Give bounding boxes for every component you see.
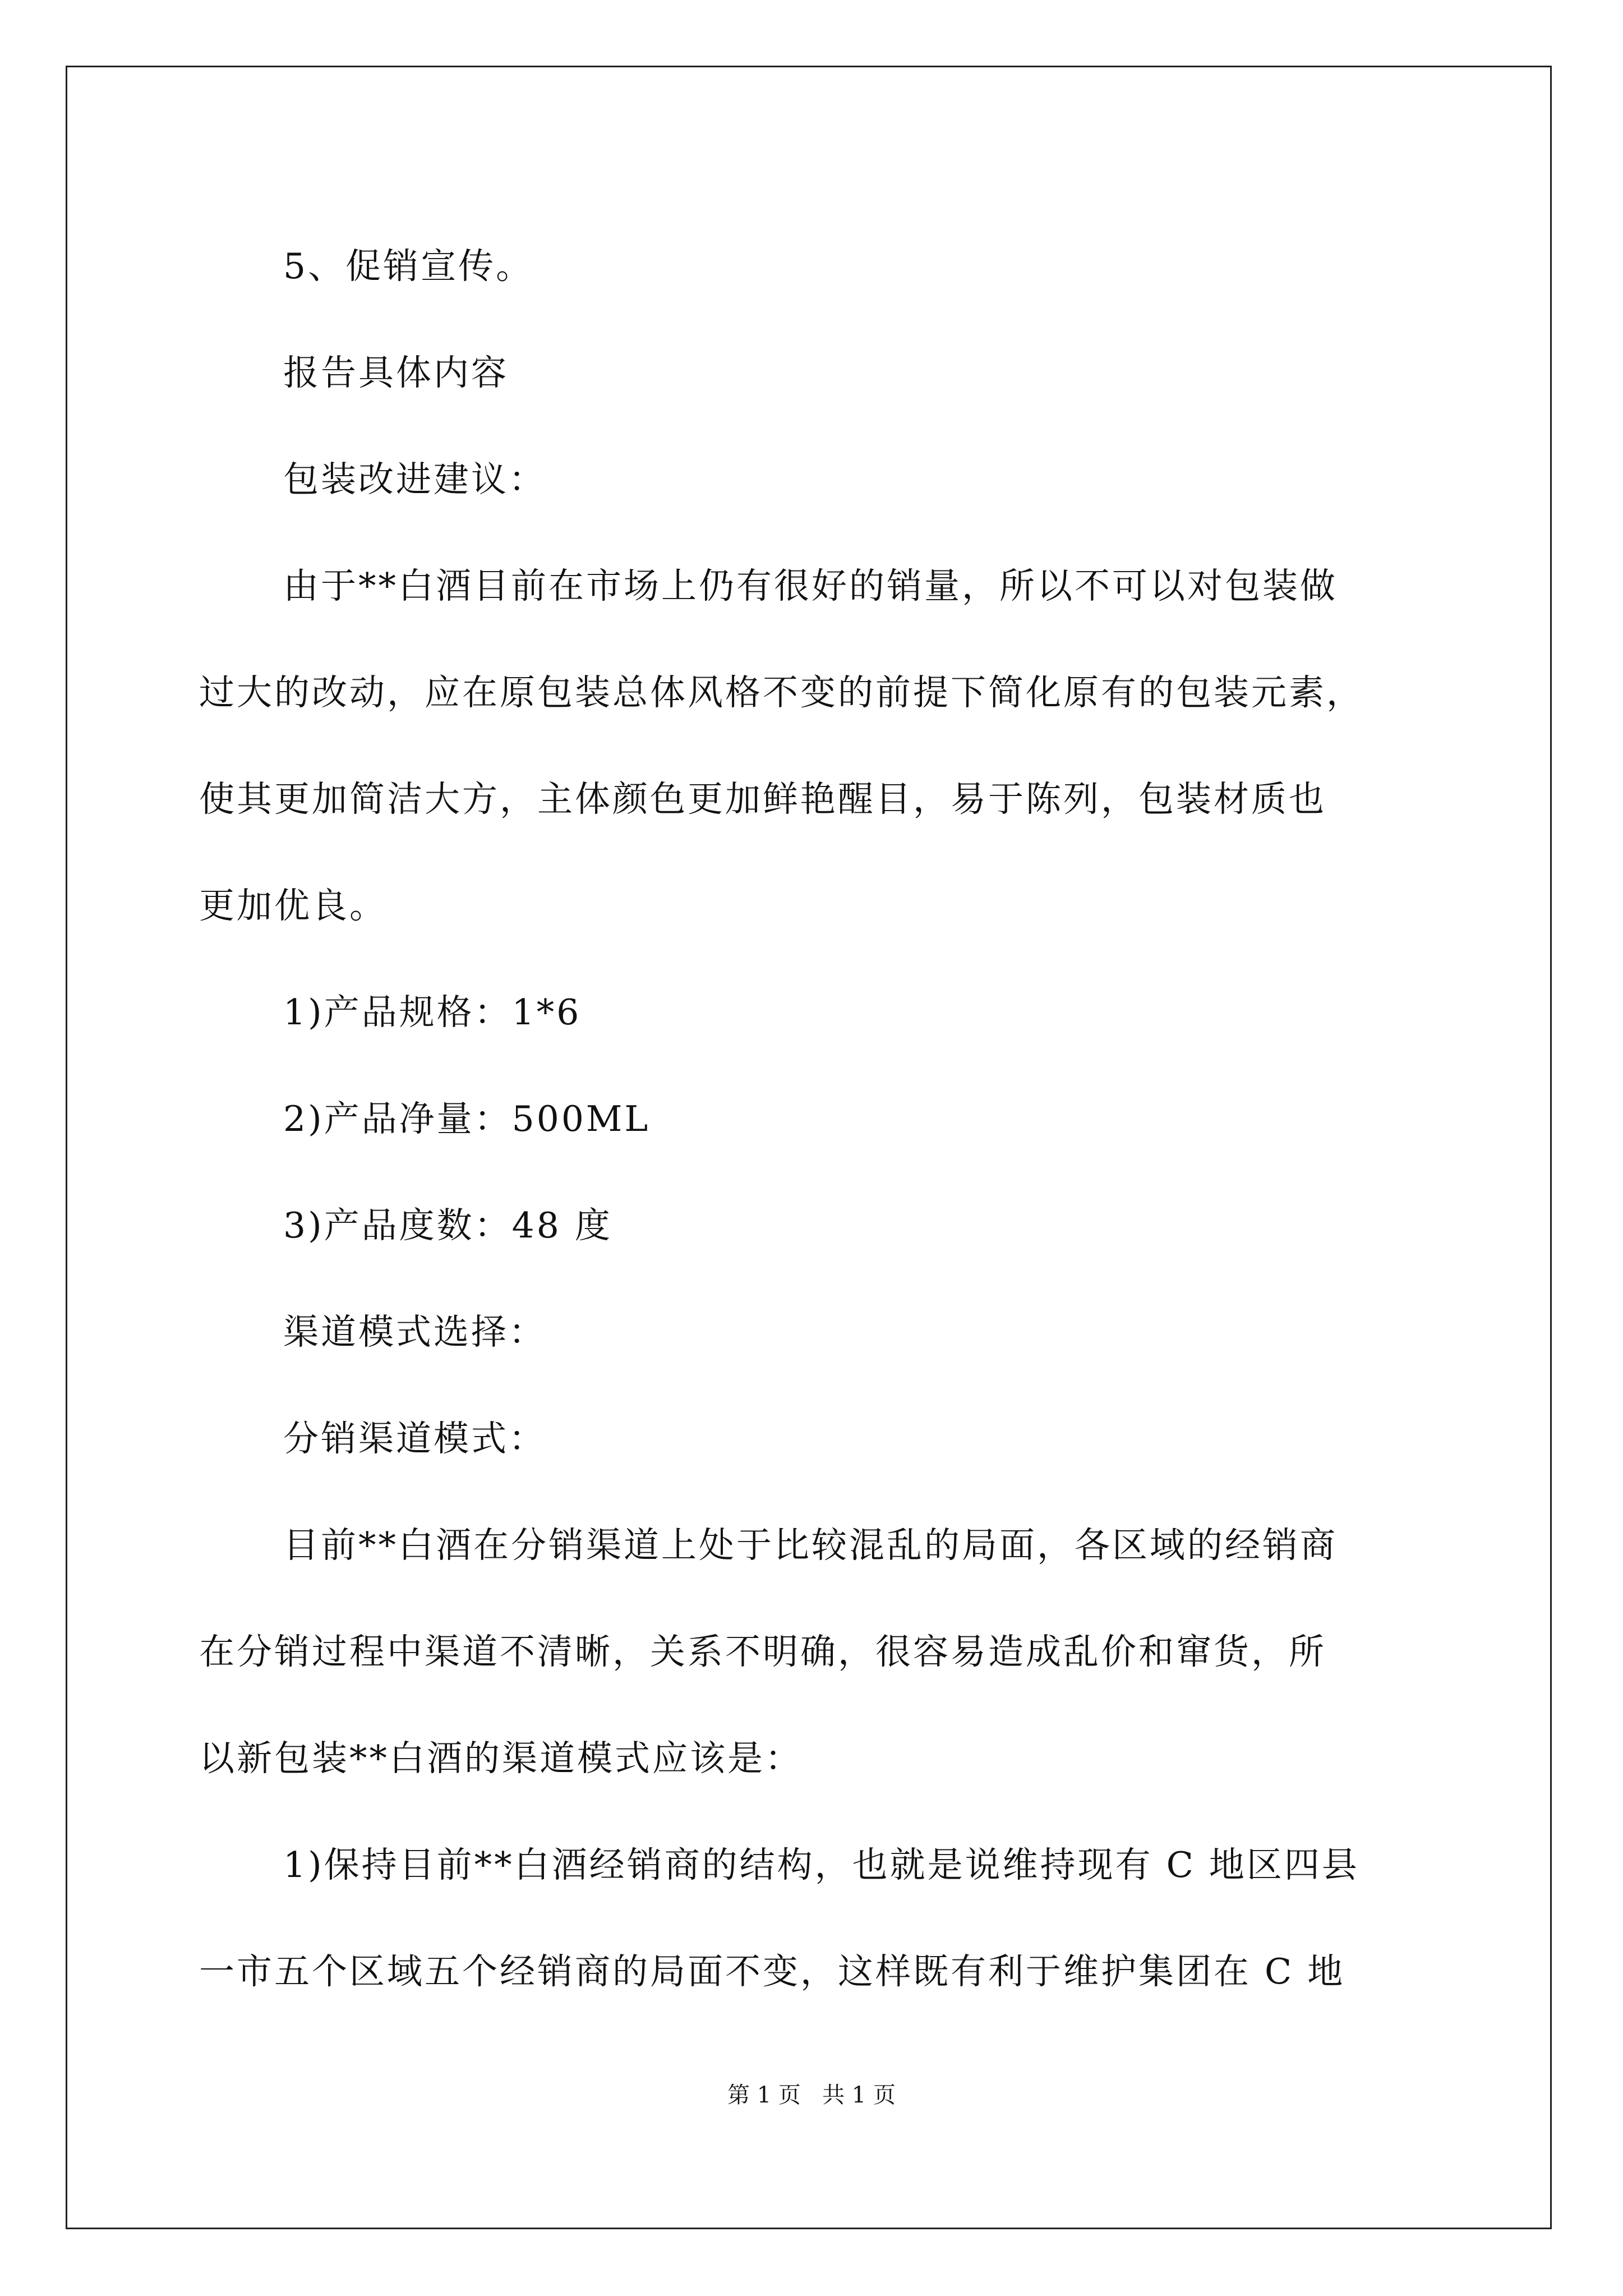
text-line: 使其更加简洁大方，主体颜色更加鲜艳醒目，易于陈列，包装材质也: [199, 779, 1326, 820]
document-body: [199, 213, 1461, 2025]
text-line: 目前**白酒在分销渠道上处于比较混乱的局面，各区域的经销商: [283, 1525, 1338, 1566]
text-line: 在分销过程中渠道不清晰，关系不明确，很容易造成乱价和窜货，所: [199, 1631, 1326, 1672]
text-line: 2)产品净量：500ML: [283, 1098, 651, 1139]
text-line: 过大的改动，应在原包装总体风格不变的前提下简化原有的包装元素，: [199, 672, 1364, 713]
text-line: 1)产品规格：1*6: [283, 992, 582, 1033]
text-line: 由于**白酒目前在市场上仍有很好的销量，所以不可以对包装做: [283, 565, 1338, 606]
text-line: 1)保持目前**白酒经销商的结构，也就是说维持现有 C 地区四县: [283, 1844, 1359, 1885]
page-footer: 第 1 页 共 1 页: [727, 2082, 896, 2108]
text-line: 渠道模式选择：: [283, 1312, 546, 1352]
text-line: 报告具体内容: [283, 352, 509, 393]
text-line: 5、促销宣传。: [283, 246, 534, 287]
text-line: 3)产品度数：48 度: [283, 1205, 612, 1246]
text-line: 一市五个区域五个经销商的局面不变，这样既有利于维护集团在 C 地: [199, 1951, 1345, 1992]
text-line: 分销渠道模式：: [283, 1418, 546, 1459]
text-line: 更加优良。: [199, 885, 387, 926]
text-line: 包装改进建议：: [283, 459, 546, 500]
text-line: 以新包装**白酒的渠道模式应该是：: [199, 1738, 803, 1779]
